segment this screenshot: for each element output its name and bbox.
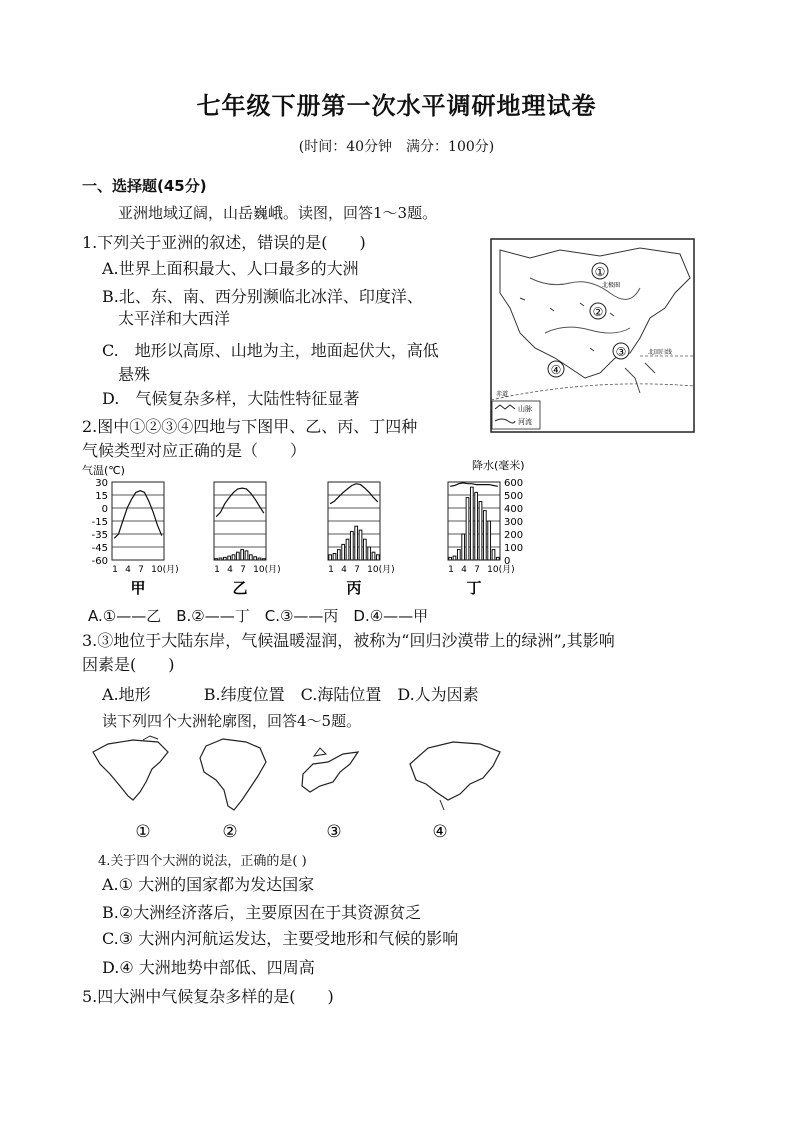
precip-bar [232,555,235,560]
precip-tick-label: 300 [504,517,524,528]
month-tick-label: 1 [328,565,334,575]
intro-continents: 读下列四个大洲轮廓图，回答4～5题。 [102,712,362,730]
continent-north-america [93,736,168,800]
month-tick-label: 10(月) [487,565,515,575]
precip-tick-label: 200 [504,530,524,541]
continent-label-2: ② [222,822,238,842]
month-tick-label: 1 [214,565,220,575]
q2-options: A.①——乙 B.②——丁 C.③——丙 D.④——甲 [88,607,429,625]
asia-map-label-arctic-circle: 北极圈 [602,282,621,289]
continent-africa [200,739,266,810]
q4-option-d: D.④ 大洲地势中部低、四周高 [102,958,315,977]
continent-europe [302,748,358,792]
q4-option-c: C.③ 大洲内河航运发达，主要受地形和气候的影响 [102,929,459,948]
month-tick-label: 10(月) [367,565,395,575]
temperature-curve [450,483,498,486]
temp-tick-label: -45 [91,543,108,554]
q1-option-b: B.北、东、南、西分别濒临北冰洋、印度洋、 [102,287,423,306]
month-tick-label: 4 [227,565,233,575]
precip-bar [376,555,379,560]
section-heading: 一、选择题(45分) [82,177,207,195]
q2-stem: 2.图中①②③④四地与下图甲、乙、丙、丁四种 [82,417,418,436]
precip-bar [479,502,482,561]
q5-stem: 5.四大洲中气候复杂多样的是( ) [82,987,334,1006]
chart-title: 丁 [466,579,482,597]
asia-map-marker-3: ③ [615,345,627,359]
q4-stem: 4.关于四个大洲的说法，正确的是( ) [98,854,307,869]
asia-map-marker-2: ② [592,305,604,319]
section-intro: 亚洲地域辽阔，山岳巍峨。读图，回答1～3题。 [118,204,438,222]
q1-stem: 1.下列关于亚洲的叙述，错误的是( ) [82,233,366,252]
precip-bar [254,557,257,560]
precip-bar [488,521,491,560]
month-tick-label: 1 [448,565,454,575]
chart-title: 甲 [130,579,146,597]
asia-map-marker-1: ① [594,265,606,279]
precip-bar [466,498,469,560]
q3-options: A.地形 B.纬度位置 C.海陆位置 D.人为因素 [102,685,479,704]
precip-bar [228,556,231,560]
precip-bar [219,558,222,560]
temp-tick-label: 30 [95,478,108,489]
temperature-curve [330,484,378,504]
asia-map-marker-4: ④ [550,363,562,377]
temperature-curve [114,491,162,539]
asia-map-label-equator: 赤道 [496,391,509,398]
asia-map-label-tropic: 北回归线 [648,349,673,356]
q1-option-b-cont: 太平洋和大西洋 [118,309,231,328]
legend-mountain-label: 山脉 [518,405,532,413]
month-tick-label: 7 [354,565,360,575]
month-tick-label: 10(月) [253,565,281,575]
precip-bar [496,557,499,560]
continent-outlines [88,734,508,844]
q3-stem: 3.③地位于大陆东岸，气候温暖湿润，被称为“回归沙漠带上的绿洲”,其影响 [82,631,615,650]
legend-river-label: 河流 [518,418,532,426]
temp-tick-label: -15 [91,517,108,528]
precip-bar [329,555,332,560]
precip-bar [245,551,248,560]
precip-tick-label: 600 [504,478,524,489]
precip-bar [449,557,452,560]
q1-option-c: C. 地形以高原、山地为主，地面起伏大，高低 [102,341,439,360]
precip-tick-label: 400 [504,504,524,515]
page-title: 七年级下册第一次水平调研地理试卷 [196,92,597,120]
precip-bar [350,531,353,560]
continent-label-1: ① [135,822,151,842]
precip-bar [236,552,239,560]
temp-tick-label: 0 [101,504,108,515]
temp-tick-label: 15 [95,491,108,502]
precip-bar [372,552,375,560]
exam-info: (时间：40分钟 满分：100分) [298,139,495,155]
month-tick-label: 7 [240,565,246,575]
temp-tick-label: -35 [91,530,108,541]
q1-option-a: A.世界上面积最大、人口最多的大洲 [102,259,359,278]
precip-bar [457,550,460,560]
precip-tick-label: 100 [504,543,524,554]
month-tick-label: 10(月) [151,565,179,575]
temp-tick-label: -60 [91,556,108,567]
asia-map [490,238,695,433]
precip-bar [492,550,495,560]
month-tick-label: 4 [341,565,347,575]
month-tick-label: 4 [461,565,467,575]
precip-bar [262,559,265,560]
precip-bar [453,556,456,560]
precip-tick-label: 0 [504,556,511,567]
continent-label-3: ③ [326,822,342,842]
precip-tick-label: 500 [504,491,524,502]
precip-bar [241,550,244,560]
precip-bar [249,555,252,560]
continent-asia [410,742,500,810]
temp-axis-label: 气温(℃) [82,464,125,477]
precip-bar [475,492,478,560]
q4-option-b: B.②大洲经济落后，主要原因在于其资源贫乏 [102,903,422,922]
q1-option-c-cont: 悬殊 [118,365,151,384]
precip-bar [470,487,473,560]
precip-bar [355,526,358,560]
precip-bar [342,544,345,560]
precip-bar [215,559,218,560]
precip-bar [346,539,349,560]
month-tick-label: 7 [138,565,144,575]
month-tick-label: 7 [474,565,480,575]
precip-bar [337,550,340,560]
continent-label-4: ④ [432,822,448,842]
month-tick-label: 1 [112,565,118,575]
precip-bar [462,534,465,560]
chart-title: 丙 [346,579,362,597]
q3-stem-cont: 因素是( ) [82,655,175,674]
temperature-curve [216,488,264,517]
precip-axis-label: 降水(毫米) [472,459,525,472]
precip-bar [359,530,362,560]
precip-bar [258,558,261,560]
climate-charts [82,458,532,598]
precip-bar [363,539,366,560]
q4-option-a: A.① 大洲的国家都为发达国家 [102,875,315,894]
precip-bar [333,554,336,561]
precip-bar [368,547,371,560]
chart-title: 乙 [232,579,248,597]
precip-bar [223,557,226,560]
month-tick-label: 4 [125,565,131,575]
precip-bar [483,511,486,560]
q1-option-d: D. 气候复杂多样，大陆性特征显著 [102,389,360,408]
q2-stem-cont: 气候类型对应正确的是（ ） [82,441,307,460]
